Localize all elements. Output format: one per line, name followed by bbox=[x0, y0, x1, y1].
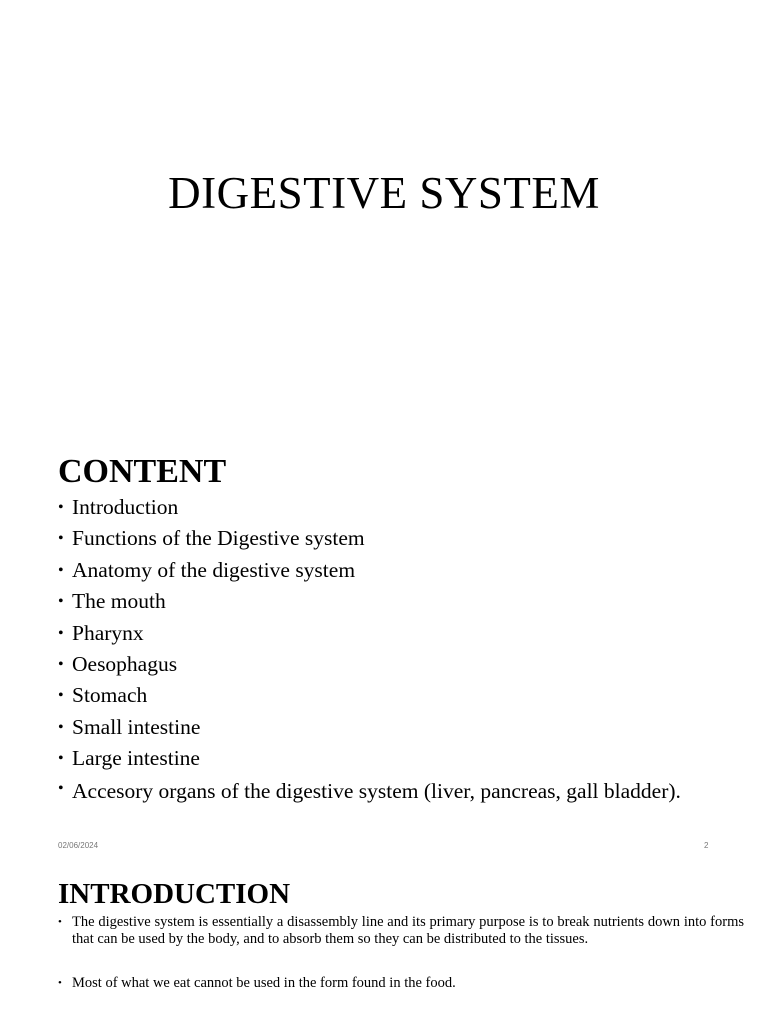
list-item-text: Functions of the Digestive system bbox=[72, 526, 365, 551]
list-item bbox=[58, 712, 710, 743]
list-item bbox=[58, 649, 710, 680]
list-item-text: Anatomy of the digestive system bbox=[72, 557, 356, 582]
title-slide bbox=[0, 0, 768, 430]
list-item bbox=[58, 523, 710, 554]
list-item bbox=[58, 743, 710, 774]
content-slide bbox=[0, 430, 768, 860]
list-item bbox=[58, 492, 710, 523]
list-item-text: Large intestine bbox=[72, 746, 200, 771]
bullet-icon: • bbox=[58, 656, 64, 674]
bullet-icon: • bbox=[58, 779, 64, 797]
bullet-icon: • bbox=[58, 499, 64, 516]
list-item bbox=[58, 618, 710, 649]
introduction-heading: INTRODUCTION bbox=[58, 878, 291, 910]
list-item bbox=[58, 914, 744, 948]
list-item bbox=[58, 775, 710, 803]
footer-date: 02/06/2024 bbox=[58, 841, 99, 850]
bullet-icon: • bbox=[58, 977, 62, 989]
bullet-icon: • bbox=[58, 718, 64, 736]
list-item bbox=[58, 555, 710, 586]
list-item bbox=[58, 680, 710, 711]
list-item-text: Small intestine bbox=[72, 714, 201, 739]
introduction-list bbox=[58, 914, 744, 992]
list-item-text: Introduction bbox=[72, 495, 179, 519]
list-item bbox=[58, 586, 710, 617]
introduction-slide bbox=[0, 860, 768, 1024]
list-item-text: Accesory organs of the digestive system (liver, pancreas, gall bladder). bbox=[72, 778, 681, 803]
bullet-icon: • bbox=[58, 750, 64, 768]
list-item-text: Pharynx bbox=[72, 620, 144, 645]
bullet-icon: • bbox=[58, 593, 64, 611]
bullet-icon: • bbox=[58, 624, 64, 642]
content-list bbox=[58, 492, 710, 803]
bullet-icon: • bbox=[58, 530, 64, 548]
list-item-text: Stomach bbox=[72, 683, 148, 708]
list-item-text: The mouth bbox=[72, 589, 166, 614]
bullet-icon: • bbox=[58, 561, 64, 579]
slide-title: DIGESTIVE SYSTEM bbox=[168, 168, 600, 219]
list-item-text: The digestive system is essentially a disassembly line and its primary purpose is to break nutrients down into forms that can be used by the body, and to absorb them so they can be distributed to the tissues. bbox=[72, 914, 744, 947]
footer-page-number: 2 bbox=[704, 841, 709, 850]
list-item-text: Most of what we eat cannot be used in the form found in the food. bbox=[72, 975, 456, 991]
content-heading: CONTENT bbox=[58, 453, 227, 490]
list-item bbox=[58, 975, 744, 992]
list-item-text: Oesophagus bbox=[72, 652, 178, 677]
bullet-icon: • bbox=[58, 687, 64, 705]
bullet-icon: • bbox=[58, 916, 62, 928]
